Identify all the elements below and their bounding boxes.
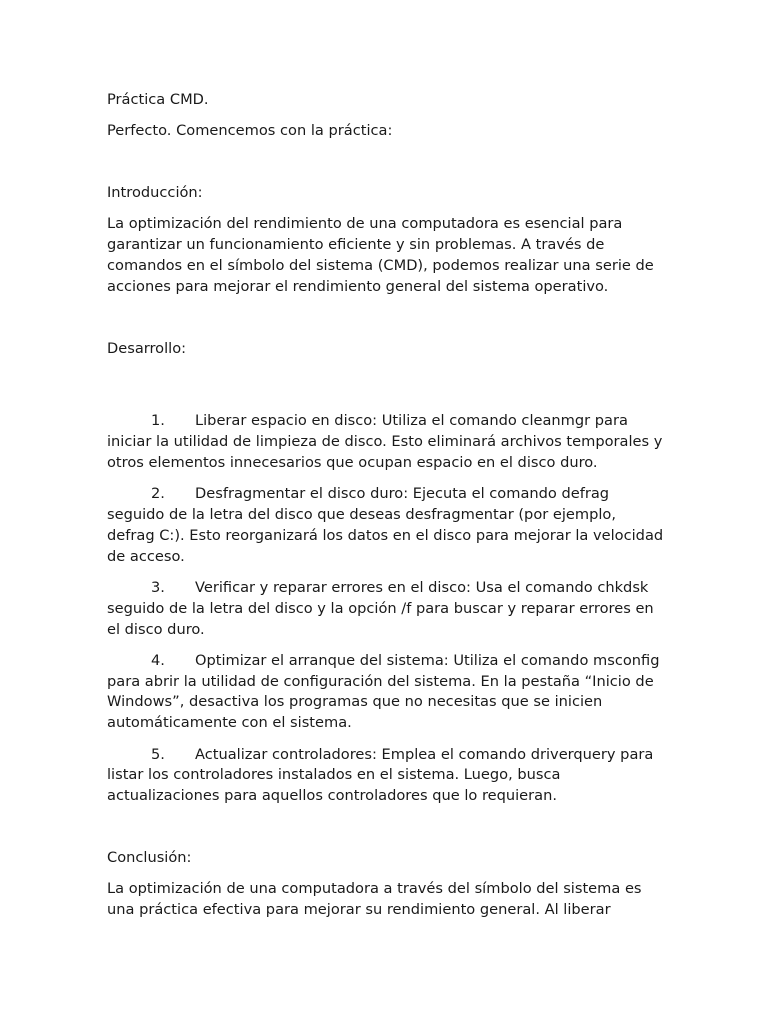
list-item [107,484,667,567]
list-text: Actualizar controladores: Emplea el comando driverquery para listar los controladores instalados en el sistema. Luego, busca actualizaciones para aquellos controladores que lo requieran. [107,745,654,805]
development-heading: Desarrollo: [107,339,187,357]
list-number: 2. [151,485,165,503]
list-item [107,578,667,640]
list-number: 3. [151,578,165,596]
intro-line: Perfecto. Comencemos con la práctica: [107,122,393,140]
list-text: Verificar y reparar errores en el disco: Usa el comando chkdsk seguido de la letra del disco y la opción /f para buscar y reparar errores en el disco duro. [107,578,654,638]
intro-heading: Introducción: [107,184,203,202]
document-page [107,90,667,931]
conclusion-paragraph: La optimización de una computadora a través del símbolo del sistema es una práctica efectiva para mejorar su rendimiento general. Al liberar [107,880,642,919]
steps-list [107,411,667,807]
list-text: Liberar espacio en disco: Utiliza el comando cleanmgr para iniciar la utilidad de limpieza de disco. Esto eliminará archivos temporales y otros elementos innecesarios que ocupan espacio en el disco duro. [107,412,663,471]
list-text: Desfragmentar el disco duro: Ejecuta el comando defrag seguido de la letra del disco que deseas desfragmentar (por ejemplo, defrag C:). Esto reorganizará los datos en el disco para mejorar la velocidad de acceso. [107,485,664,565]
list-number: 4. [151,651,165,669]
conclusion-heading: Conclusión: [107,848,192,866]
list-item [107,651,667,734]
document-title: Práctica CMD. [107,91,209,108]
list-item [107,745,667,807]
list-number: 1. [151,412,165,430]
list-item [107,411,667,473]
list-text: Optimizar el arranque del sistema: Utiliza el comando msconfig para abrir la utilidad de configuración del sistema. En la pestaña “Inicio de Windows”, desactiva los programas que no necesitas que se inicien automáticamente con el sistema. [107,651,660,732]
intro-paragraph: La optimización del rendimiento de una computadora es esencial para garantizar un funcionamiento eficiente y sin problemas. A través de comandos en el símbolo del sistema (CMD), podemos realizar una serie de acciones para mejorar el rendimiento general del sistema operativo. [107,215,654,295]
list-number: 5. [151,745,165,763]
